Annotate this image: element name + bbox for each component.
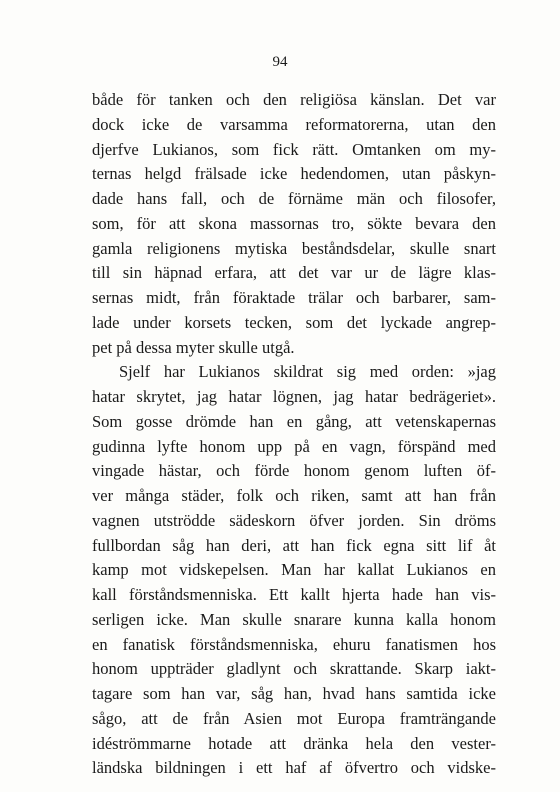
text-line: lade under korsets tecken, som det lyckade angrep- [92, 312, 496, 332]
text-line: Som gosse drömde han en gång, att vetenskapernas [92, 411, 496, 431]
text-line: pet på dessa myter skulle utgå. [92, 337, 295, 357]
text-line: djerfve Lukianos, som fick rätt. Omtanken om my- [92, 139, 496, 159]
page-number: 94 [272, 54, 288, 70]
text-line: dock icke de varsamma reformatorerna, utan den [92, 114, 496, 134]
text-line: dade hans fall, och de förnäme män och filosofer, [92, 189, 496, 208]
text-line: tagare som han var, såg han, hvad hans samtida icke [92, 684, 496, 703]
text-line: sernas midt, från föraktade trälar och barbarer, sam- [92, 288, 496, 307]
text-line: en fanatisk förståndsmenniska, ehuru fanatismen hos [92, 634, 496, 654]
text-line: ländska bildningen i ett haf af öfvertro och vidske- [92, 758, 496, 778]
text-line: gudinna lyfte honom upp på en vagn, förspänd med [92, 436, 496, 456]
text-line: hatar skrytet, jag hatar lögnen, jag hatar bedrägeriet». [92, 387, 496, 406]
text-line: honom uppträder gladlynt och skrattande. Skarp iakt- [92, 659, 496, 679]
text-line: sågo, att de från Asien mot Europa framträngande [92, 708, 496, 728]
text-line: Sjelf har Lukianos skildrat sig med orden: »jag [119, 362, 496, 382]
text-line: fullbordan såg han deri, att han fick egna sitt lif åt [92, 535, 496, 555]
text-line: kall förståndsmenniska. Ett kallt hjerta hade han vis- [92, 585, 496, 604]
text-line: kamp mot vidskepelsen. Man har kallat Lukianos en [92, 560, 496, 580]
body-text [92, 88, 496, 781]
text-line: både för tanken och den religiösa känslan. Det var [92, 90, 496, 109]
text-line: idéströmmarne hotade att dränka hela den vester- [92, 733, 496, 753]
text-line: vagnen utströdde sädeskorn öfver jorden. Sin dröms [92, 510, 496, 530]
text-line: som, för att skona massornas tro, sökte bevara den [92, 213, 496, 233]
text-line: till sin häpnad erfara, att det var ur de lägre klas- [92, 263, 496, 283]
text-line: ver många städer, folk och riken, samt att han från [92, 486, 496, 505]
text-line: gamla religionens mytiska beståndsdelar, skulle snart [92, 238, 496, 258]
text-line: vingade hästar, och förde honom genom luften öf- [92, 461, 496, 481]
text-line: ternas helgd frälsade icke hedendomen, utan påskyn- [92, 164, 496, 184]
text-line: serligen icke. Man skulle snarare kunna kalla honom [92, 609, 496, 629]
